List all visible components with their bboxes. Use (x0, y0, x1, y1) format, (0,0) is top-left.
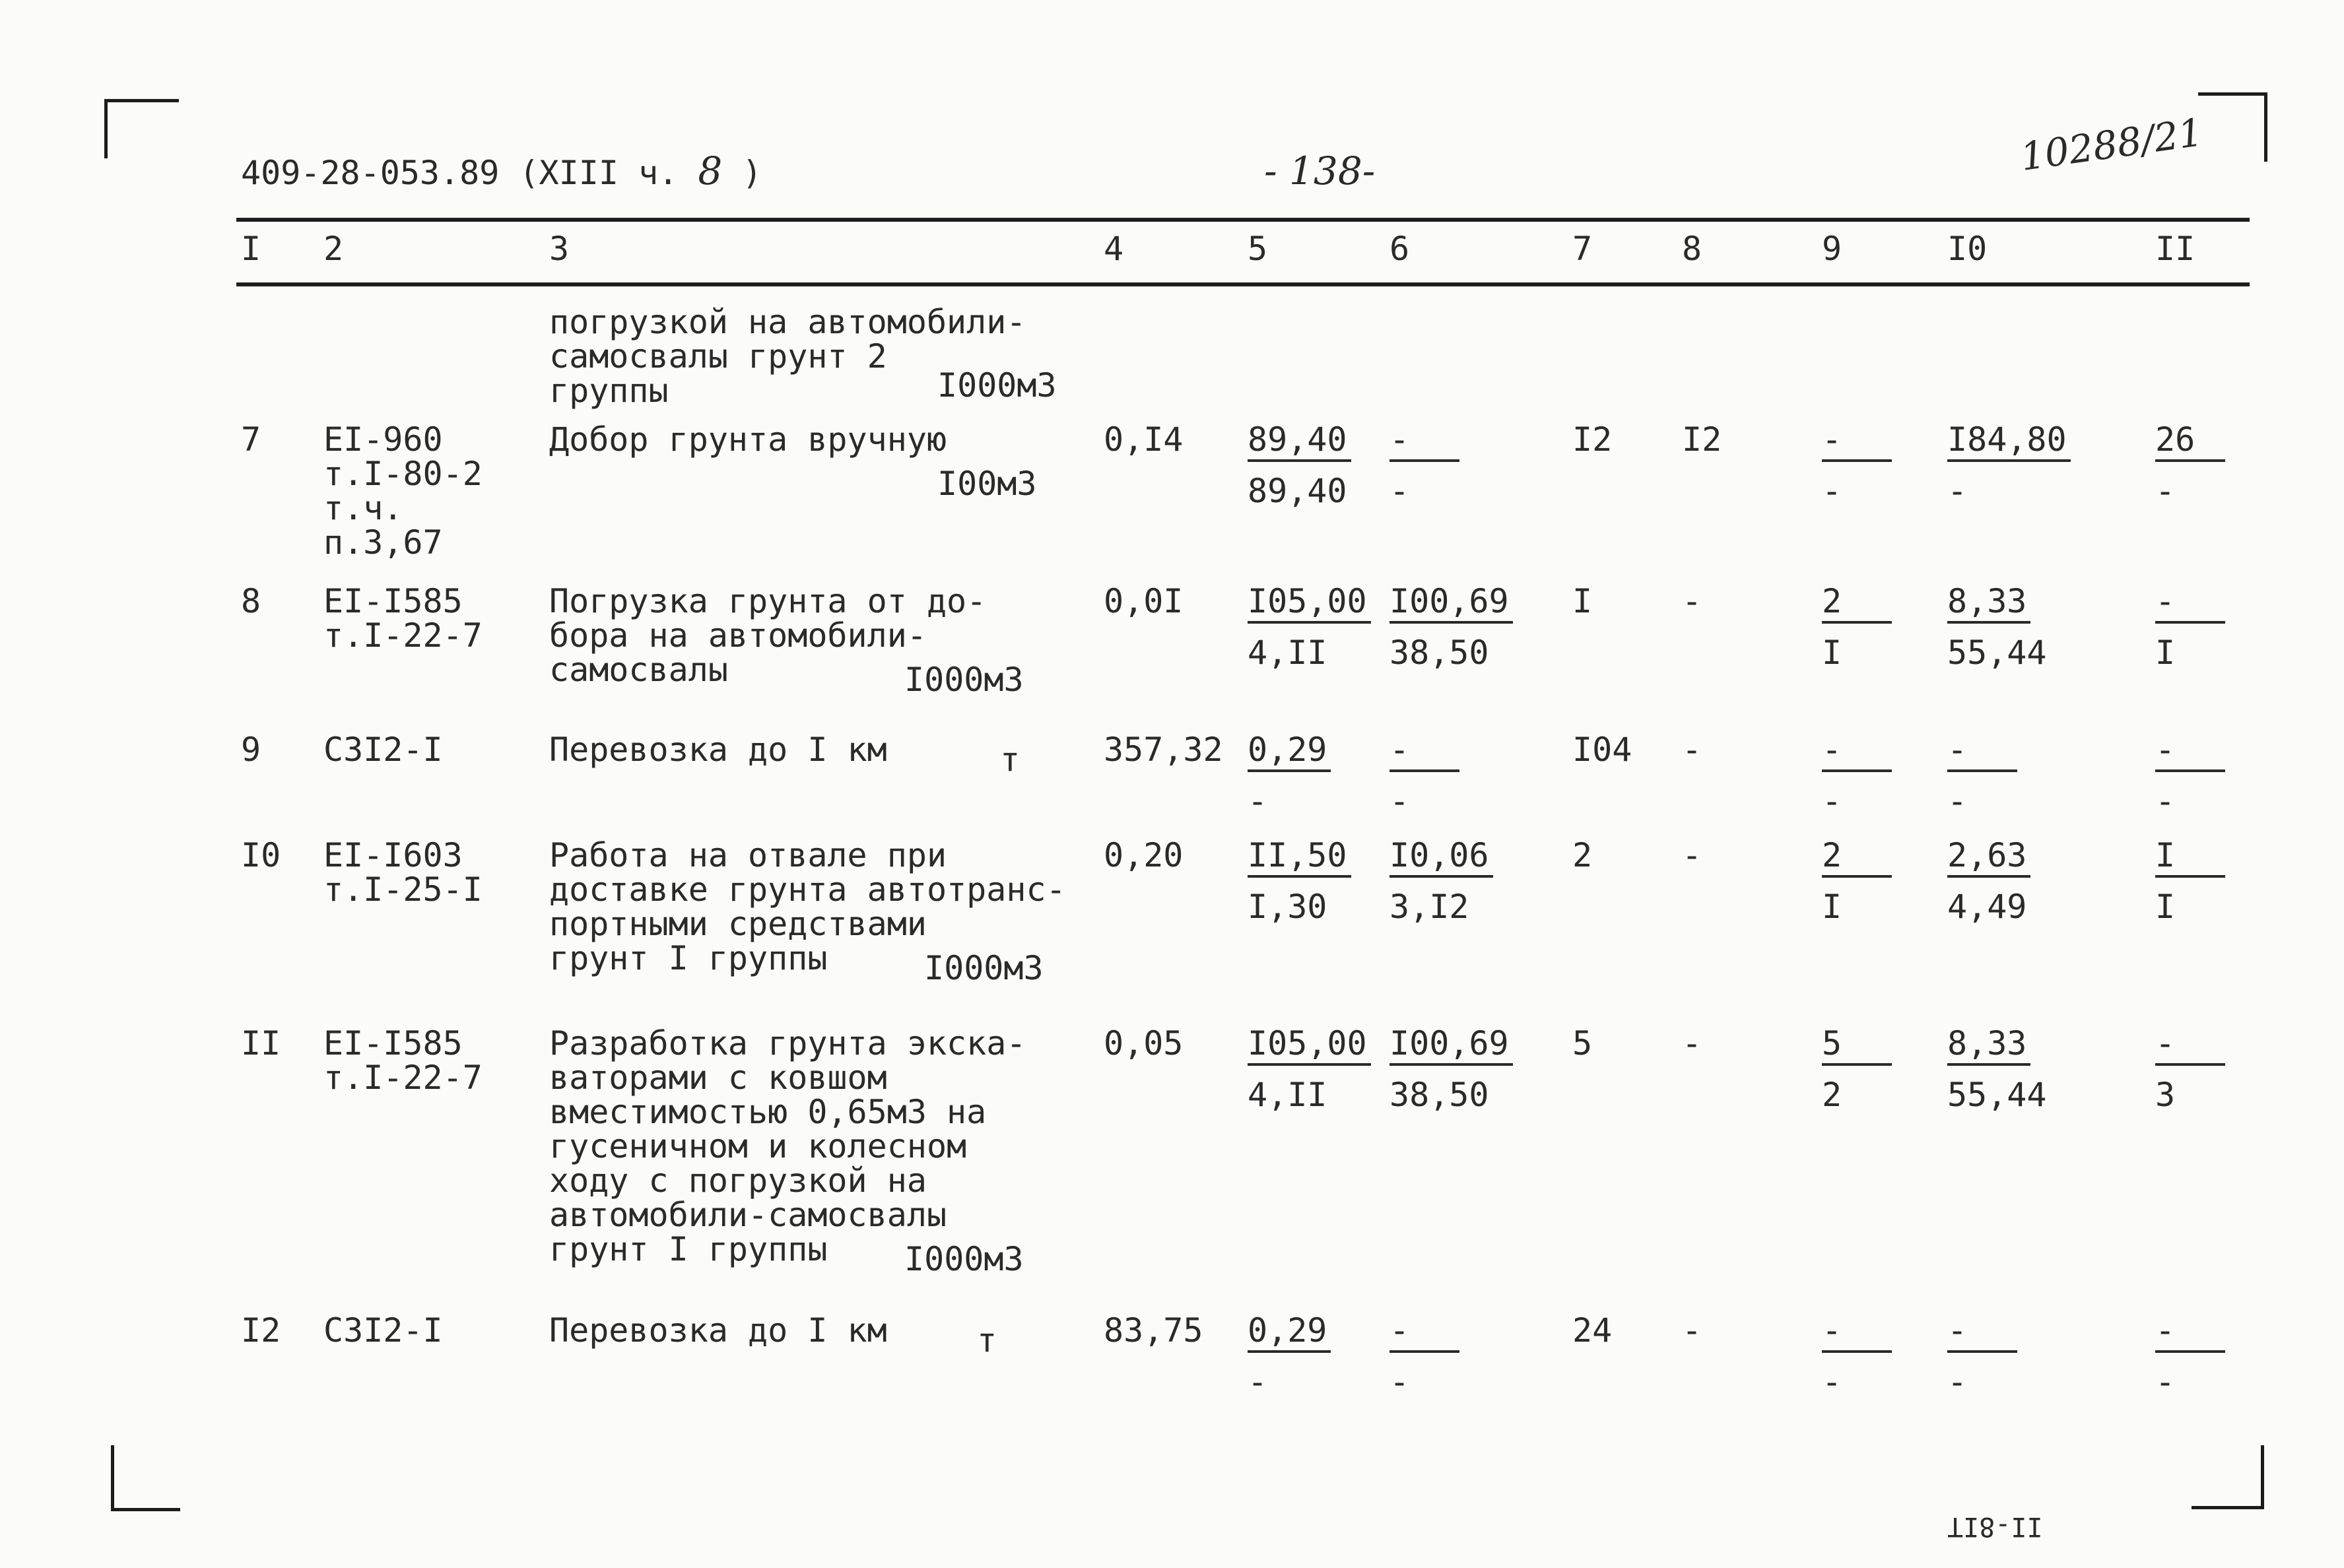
col-11-fraction (2155, 733, 2225, 818)
continuation-unit: I000м3 (937, 366, 1057, 405)
column-header-1: I (241, 230, 261, 268)
col-9-fraction-denominator: - (1822, 782, 1842, 820)
col-10-fraction-numerator: - (1947, 1313, 2017, 1353)
unit-cost-denominator: I,30 (1248, 888, 1327, 926)
unit-cost (1248, 733, 1331, 818)
col-9-fraction-denominator: I (1822, 634, 1842, 672)
wage-cost (1390, 838, 1493, 924)
col-7-value: I (1572, 582, 1593, 620)
row-number: I2 (241, 1311, 281, 1350)
col-8-value: - (1682, 1311, 1702, 1350)
col-9-fraction-denominator: - (1822, 472, 1842, 510)
col-9-fraction-numerator: 5 (1822, 1026, 1892, 1066)
col-10-fraction-numerator: - (1947, 733, 2017, 772)
wage-cost-denominator: 3,I2 (1390, 888, 1469, 926)
column-header-7: 7 (1572, 230, 1593, 268)
work-description: Перевозка до I км (549, 731, 887, 769)
estimate-code: С3I2-I (323, 1311, 443, 1350)
quantity: 357,32 (1104, 731, 1223, 769)
col-7-value: 2 (1572, 836, 1593, 874)
col-8-value: - (1682, 1024, 1702, 1062)
work-description: Перевозка до I км (549, 1311, 887, 1350)
col-9-fraction-numerator: - (1822, 733, 1892, 772)
col-11-fraction (2155, 422, 2225, 508)
column-header-3: 3 (549, 230, 570, 268)
quantity: 0,0I (1104, 582, 1184, 620)
col-9-fraction (1822, 1313, 1892, 1399)
col-10-fraction (1947, 838, 2030, 924)
col-10-fraction (1947, 733, 2017, 818)
column-header-10: I0 (1947, 230, 1988, 268)
col-11-fraction-denominator: 3 (2155, 1076, 2176, 1114)
col-10-fraction (1947, 1026, 2047, 1112)
row-number: II (241, 1024, 281, 1062)
unit-cost-numerator: I05,00 (1248, 1026, 1371, 1066)
unit-cost-denominator: 89,40 (1248, 472, 1347, 510)
col-11-fraction-denominator: - (2155, 472, 2176, 510)
col-10-fraction-numerator: 8,33 (1947, 1026, 2030, 1066)
wage-cost (1390, 1026, 1513, 1112)
col-8-value: - (1682, 582, 1702, 620)
estimate-code: EI-I585 т.I-22-7 (323, 1024, 483, 1097)
row-number: 7 (241, 420, 261, 459)
col-11-fraction-numerator: - (2155, 1313, 2225, 1353)
unit-cost (1248, 422, 1351, 508)
wage-cost-denominator: - (1390, 472, 1410, 510)
col-9-fraction (1822, 838, 1892, 924)
work-description: Добор грунта вручную (549, 420, 947, 459)
doc-part: (XIII ч. (519, 154, 679, 192)
col-10-fraction (1947, 422, 2071, 508)
col-7-value: 24 (1572, 1311, 1613, 1350)
wage-cost-numerator: - (1390, 733, 1459, 772)
quantity: 0,05 (1104, 1024, 1184, 1062)
col-8-value: - (1682, 836, 1702, 874)
measure-unit: I000м3 (904, 1240, 1024, 1278)
work-description: Разработка грунта экска- ваторами с ковшом вместимостью 0,65м3 на гусеничном и колесном ходу с погрузкой на автомобили-самосвалы грунт I группы (549, 1024, 1026, 1268)
col-11-fraction-numerator: I (2155, 838, 2225, 878)
col-10-fraction-numerator: 2,63 (1947, 838, 2030, 878)
wage-cost-numerator: I00,69 (1390, 584, 1513, 624)
col-9-fraction (1822, 584, 1892, 670)
col-11-fraction (2155, 1026, 2225, 1112)
wage-cost-denominator: - (1390, 1363, 1410, 1401)
col-7-value: 5 (1572, 1024, 1593, 1062)
col-8-value: I2 (1682, 420, 1722, 459)
estimate-code: EI-I585 т.I-22-7 (323, 582, 483, 655)
col-10-fraction-numerator: I84,80 (1947, 422, 2071, 462)
row-number: 9 (241, 731, 261, 769)
col-10-fraction-denominator: - (1947, 782, 1968, 820)
col-11-fraction-denominator: - (2155, 1363, 2176, 1401)
col-9-fraction-denominator: 2 (1822, 1076, 1842, 1114)
unit-cost-denominator: 4,II (1248, 1076, 1327, 1114)
header-bottom-rule (236, 282, 2250, 286)
wage-cost-numerator: - (1390, 1313, 1459, 1353)
footer-stamp: II-8IT (1947, 1511, 2043, 1542)
quantity: 0,I4 (1104, 420, 1184, 459)
column-header-6: 6 (1390, 230, 1410, 268)
col-9-fraction-numerator: 2 (1822, 584, 1892, 624)
continuation-description: погрузкой на автомобили- самосвалы грунт 2 группы (549, 303, 1026, 410)
corner-mark-top-right (2198, 92, 2267, 162)
col-9-fraction (1822, 733, 1892, 818)
col-11-fraction-numerator: - (2155, 1026, 2225, 1066)
col-9-fraction (1822, 422, 1892, 508)
col-9-fraction-numerator: - (1822, 422, 1892, 462)
document-code (241, 148, 762, 193)
corner-mark-top-left (104, 99, 179, 158)
unit-cost-numerator: 89,40 (1248, 422, 1351, 462)
unit-cost-numerator: I05,00 (1248, 584, 1371, 624)
measure-unit: I00м3 (937, 465, 1037, 503)
column-header-11: II (2155, 230, 2195, 268)
col-11-fraction-denominator: I (2155, 634, 2176, 672)
col-9-fraction-numerator: 2 (1822, 838, 1892, 878)
col-7-value: I2 (1572, 420, 1613, 459)
measure-unit: I000м3 (924, 949, 1044, 987)
corner-mark-bottom-right (2192, 1445, 2264, 1509)
unit-cost-denominator: 4,II (1248, 634, 1327, 672)
col-11-fraction-numerator: - (2155, 733, 2225, 772)
column-header-9: 9 (1822, 230, 1842, 268)
col-9-fraction-denominator: - (1822, 1363, 1842, 1401)
corner-mark-bottom-left (111, 1445, 180, 1511)
measure-unit: т (1000, 740, 1021, 779)
col-9-fraction-denominator: I (1822, 888, 1842, 926)
estimate-code: EI-960 т.I-80-2 т.ч. п.3,67 (323, 420, 483, 562)
page-number: - 138- (1264, 148, 1376, 193)
col-10-fraction-numerator: 8,33 (1947, 584, 2030, 624)
col-11-fraction-denominator: I (2155, 888, 2176, 926)
wage-cost (1390, 733, 1459, 818)
doc-code: 409-28-053.89 (241, 154, 500, 192)
col-8-value: - (1682, 731, 1702, 769)
measure-unit: I000м3 (904, 661, 1024, 699)
measure-unit: т (977, 1321, 997, 1359)
column-header-4: 4 (1104, 230, 1124, 268)
wage-cost-numerator: - (1390, 422, 1459, 462)
wage-cost-denominator: 38,50 (1390, 1076, 1489, 1114)
quantity: 83,75 (1104, 1311, 1203, 1350)
unit-cost-numerator: II,50 (1248, 838, 1351, 878)
inventory-number: 10288/21 (2017, 109, 2206, 180)
column-header-2: 2 (323, 230, 344, 268)
wage-cost (1390, 1313, 1459, 1399)
col-11-fraction (2155, 838, 2225, 924)
wage-cost-denominator: - (1390, 782, 1410, 820)
wage-cost-numerator: I0,06 (1390, 838, 1493, 878)
row-number: I0 (241, 836, 281, 874)
col-10-fraction-denominator: 4,49 (1947, 888, 2027, 926)
estimate-code: С3I2-I (323, 731, 443, 769)
unit-cost (1248, 838, 1351, 924)
wage-cost-numerator: I00,69 (1390, 1026, 1513, 1066)
col-11-fraction-numerator: - (2155, 584, 2225, 624)
wage-cost (1390, 584, 1513, 670)
col-10-fraction-denominator: 55,44 (1947, 1076, 2047, 1114)
unit-cost-numerator: 0,29 (1248, 733, 1331, 772)
col-10-fraction-denominator: - (1947, 472, 1968, 510)
col-10-fraction-denominator: - (1947, 1363, 1968, 1401)
work-description: Работа на отвале при доставке грунта автотранс- портными средствами грунт I группы (549, 836, 1066, 977)
wage-cost (1390, 422, 1459, 508)
work-description: Погрузка грунта от до- бора на автомобили- самосвалы (549, 582, 987, 689)
col-7-value: I04 (1572, 731, 1632, 769)
doc-part-close: ) (742, 154, 762, 192)
estimate-code: EI-I603 т.I-25-I (323, 836, 483, 909)
col-11-fraction-denominator: - (2155, 782, 2176, 820)
col-9-fraction (1822, 1026, 1892, 1112)
column-header-8: 8 (1682, 230, 1702, 268)
column-header-5: 5 (1248, 230, 1268, 268)
unit-cost-denominator: - (1248, 1363, 1268, 1401)
unit-cost-numerator: 0,29 (1248, 1313, 1331, 1353)
col-11-fraction (2155, 584, 2225, 670)
unit-cost-denominator: - (1248, 782, 1268, 820)
wage-cost-denominator: 38,50 (1390, 634, 1489, 672)
unit-cost (1248, 1313, 1331, 1399)
col-11-fraction-numerator: 26 (2155, 422, 2225, 462)
doc-part-number: 8 (698, 148, 723, 193)
col-11-fraction (2155, 1313, 2225, 1399)
quantity: 0,20 (1104, 836, 1184, 874)
col-9-fraction-numerator: - (1822, 1313, 1892, 1353)
unit-cost (1248, 1026, 1371, 1112)
row-number: 8 (241, 582, 261, 620)
col-10-fraction-denominator: 55,44 (1947, 634, 2047, 672)
col-10-fraction (1947, 584, 2047, 670)
col-10-fraction (1947, 1313, 2017, 1399)
unit-cost (1248, 584, 1371, 670)
table-top-rule (236, 218, 2250, 222)
